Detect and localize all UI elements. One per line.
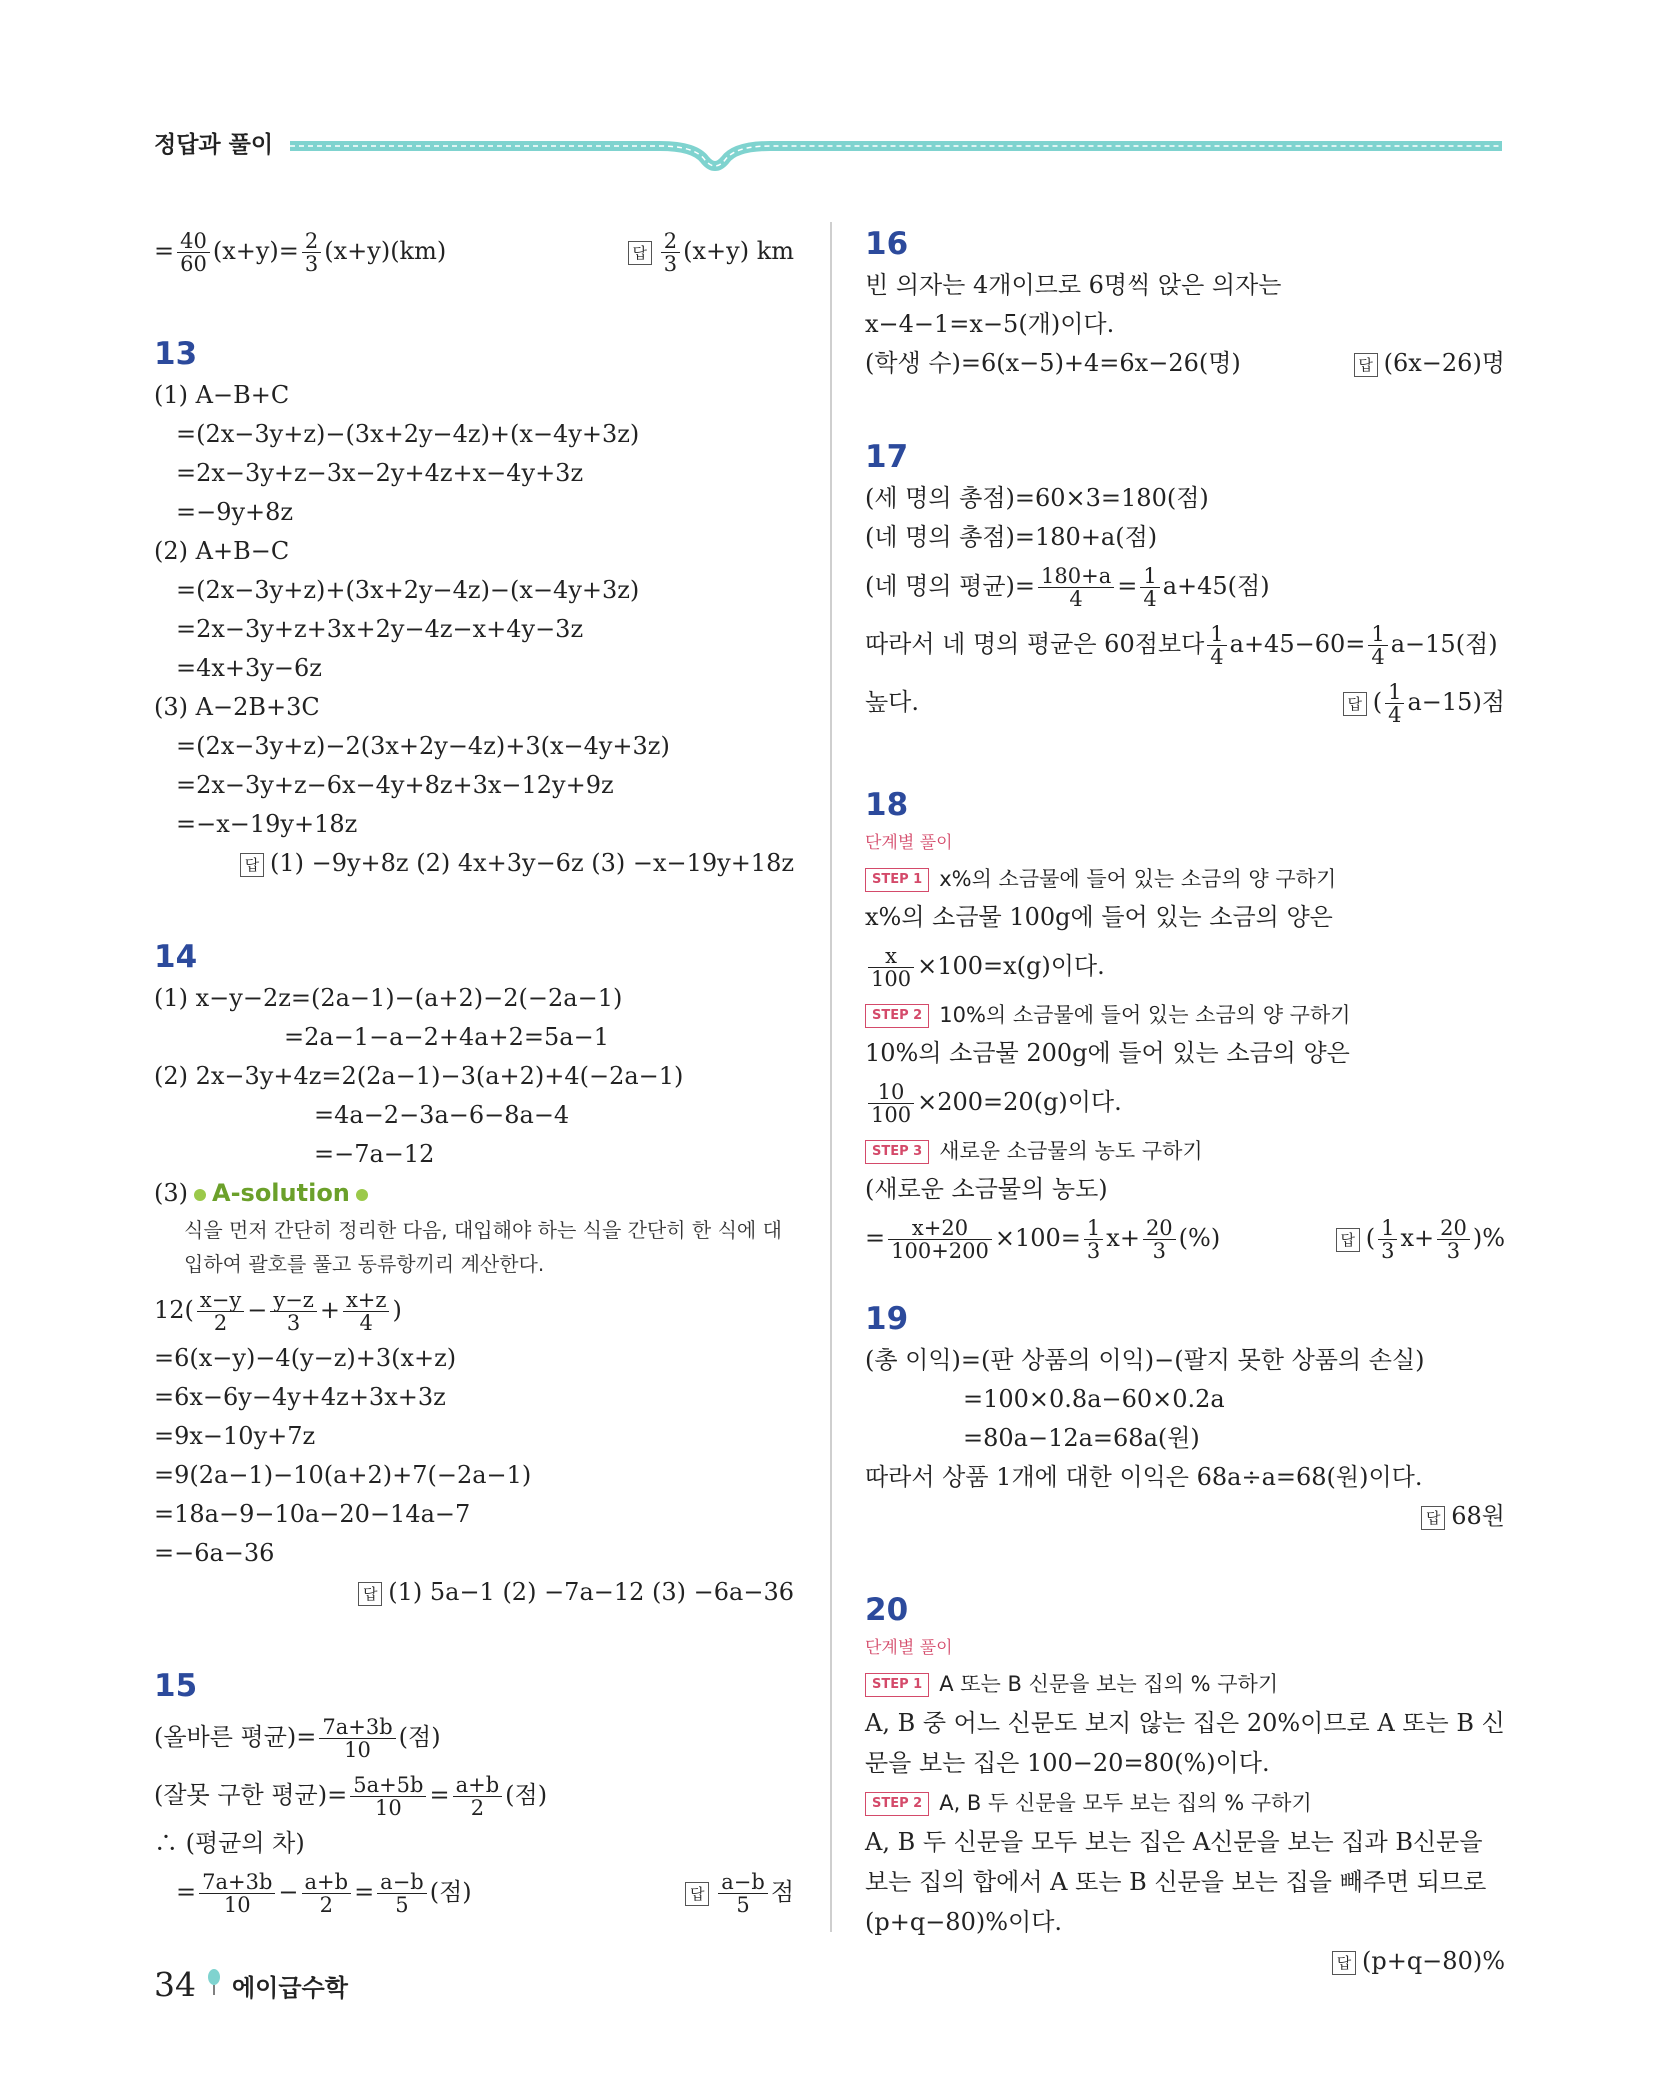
p14-line: (1) x−y−2z=(2a−1)−(a+2)−2(−2a−1) bbox=[154, 984, 623, 1012]
p19-line: 따라서 상품 1개에 대한 이익은 68a÷a=68(원)이다. bbox=[865, 1463, 1423, 1491]
answer-mark: 답 bbox=[1354, 353, 1378, 377]
problem-number-20: 20 bbox=[865, 1592, 909, 1628]
p13-line: =(2x−3y+z)+(3x+2y−4z)−(x−4y+3z) bbox=[176, 576, 640, 604]
p15-answer: 답 $\frac{a-b}{5}$ 점 bbox=[685, 1863, 794, 1921]
p13-line: =2x−3y+z−3x−2y+4z+x−4y+3z bbox=[176, 459, 584, 487]
p18-step3: STEP 3 새로운 소금물의 농도 구하기 bbox=[865, 1131, 1505, 1170]
answer-mark: 답 bbox=[628, 241, 652, 265]
p13-line: =−x−19y+18z bbox=[176, 810, 358, 838]
p14-solution-header: (3) A-solution bbox=[154, 1174, 794, 1213]
p17-line: (네 명의 평균)= $\frac{180+a}{4}$ = $\frac{1}{4}$ a+45(점) bbox=[865, 563, 1270, 611]
answer-mark: 답 bbox=[1336, 1228, 1360, 1252]
p16-line: x−4−1=x−5(개)이다. bbox=[865, 310, 1115, 338]
problem-number-18: 18 bbox=[865, 787, 909, 823]
p14-solution-text: 식을 먼저 간단히 정리한 다음, 대입해야 하는 식을 간단히 한 식에 대입하여 괄호를 풀고 동류항끼리 계산한다. bbox=[184, 1218, 782, 1276]
p13-line: =(2x−3y+z)−(3x+2y−4z)+(x−4y+3z) bbox=[176, 420, 640, 448]
p14-line: =2a−1−a−2+4a+2=5a−1 bbox=[284, 1023, 609, 1051]
p13-line: =2x−3y+z−6x−4y+8z+3x−12y+9z bbox=[176, 771, 614, 799]
p18-line: 10%의 소금물 200g에 들어 있는 소금의 양은 bbox=[865, 1039, 1350, 1067]
p14-line: =6x−6y−4y+4z+3x+3z bbox=[154, 1383, 446, 1411]
brand-name: 에이급수학 bbox=[232, 1974, 348, 2002]
problem-number-14: 14 bbox=[154, 939, 198, 975]
p14-expression: 12( $\frac{x-y}{2}$ − $\frac{y-z}{3}$ + $\frac{x+z}{4}$ ) bbox=[154, 1287, 402, 1335]
step-badge: STEP 1 bbox=[865, 868, 929, 892]
left-column bbox=[154, 222, 794, 1921]
p12-final-line: = $\frac{40}{60}$ (x+y)= $\frac{2}{3}$ (x+y)(km) 답 $\frac{2}{3}$ (x+y) km bbox=[154, 222, 794, 280]
p18-line: $\frac{10}{100}$ ×200=20(g)이다. bbox=[865, 1073, 1505, 1131]
p20-text: A, B 중 어느 신문도 보지 않는 집은 20%이므로 A 또는 B 신문을 보는 집은 100−20=80(%)이다. bbox=[865, 1709, 1505, 1777]
p13-line: =−9y+8z bbox=[176, 498, 294, 526]
problem-number-17: 17 bbox=[865, 439, 909, 475]
answer-mark: 답 bbox=[1332, 1951, 1356, 1975]
p18-line: x%의 소금물 100g에 들어 있는 소금의 양은 bbox=[865, 903, 1333, 931]
p14-line: =9(2a−1)−10(a+2)+7(−2a−1) bbox=[154, 1461, 532, 1489]
stepwise-label: 단계별 풀이 bbox=[865, 1638, 953, 1658]
stepwise-label: 단계별 풀이 bbox=[865, 833, 953, 853]
p17-line: 높다. 답 ( $\frac{1}{4}$ a−15)점 bbox=[865, 673, 1505, 731]
p13-line: (1) A−B+C bbox=[154, 381, 290, 409]
problem-number-15: 15 bbox=[154, 1668, 198, 1704]
header-title: 정답과 풀이 bbox=[154, 132, 274, 158]
p18-line: = $\frac{x+20}{100+200}$ ×100= $\frac{1}{3}$ x+ $\frac{20}{3}$ (%) 답 ( $\frac{1}{3}$ x+ $\frac{20}{3}$ )% bbox=[865, 1209, 1505, 1267]
step-badge: STEP 2 bbox=[865, 1004, 929, 1028]
p17-answer: 답 ( $\frac{1}{4}$ a−15)점 bbox=[1343, 673, 1505, 731]
answer-mark: 답 bbox=[358, 1582, 382, 1606]
p14-answer: 답 (1) 5a−1 (2) −7a−12 (3) −6a−36 bbox=[154, 1573, 794, 1612]
p18-step2: STEP 2 10%의 소금물에 들어 있는 소금의 양 구하기 bbox=[865, 995, 1505, 1034]
step-badge: STEP 3 bbox=[865, 1140, 929, 1164]
page-number: 34 bbox=[154, 1965, 196, 2004]
p12-answer: 답 $\frac{2}{3}$ (x+y) km bbox=[628, 222, 794, 280]
solution-dot-icon bbox=[356, 1189, 368, 1201]
p19-line: =100×0.8a−60×0.2a bbox=[963, 1385, 1225, 1413]
answer-mark: 답 bbox=[1421, 1506, 1445, 1530]
step-badge: STEP 2 bbox=[865, 1792, 929, 1816]
p17-line: 따라서 네 명의 평균은 60점보다 $\frac{1}{4}$ a+45−60= $\frac{1}{4}$ a−15(점) bbox=[865, 621, 1498, 669]
p20-step1: STEP 1 A 또는 B 신문을 보는 집의 % 구하기 bbox=[865, 1664, 1505, 1703]
solution-dot-icon bbox=[194, 1189, 206, 1201]
p14-line: =9x−10y+7z bbox=[154, 1422, 316, 1450]
p14-line: =−6a−36 bbox=[154, 1539, 275, 1567]
p16-line: 빈 의자는 4개이므로 6명씩 앉은 의자는 bbox=[865, 271, 1282, 299]
p19-line: =80a−12a=68a(원) bbox=[963, 1424, 1200, 1452]
problem-number-16: 16 bbox=[865, 226, 909, 262]
p17-line: (네 명의 총점)=180+a(점) bbox=[865, 523, 1158, 551]
p13-line: (2) A+B−C bbox=[154, 537, 290, 565]
answer-mark: 답 bbox=[685, 1882, 709, 1906]
column-divider bbox=[830, 222, 832, 1932]
p19-line: (총 이익)=(판 상품의 이익)−(팔지 못한 상품의 손실) bbox=[865, 1346, 1425, 1374]
p16-answer: 답 (6x−26)명 bbox=[1354, 344, 1505, 383]
p18-line: (새로운 소금물의 농도) bbox=[865, 1175, 1108, 1203]
step-badge: STEP 1 bbox=[865, 1673, 929, 1697]
p16-line: (학생 수)=6(x−5)+4=6x−26(명) 답 (6x−26)명 bbox=[865, 344, 1505, 383]
p15-line: = $\frac{7a+3b}{10}$ − $\frac{a+b}{2}$ = $\frac{a-b}{5}$ (점) 답 $\frac{a-b}{5}$ 점 bbox=[154, 1863, 794, 1921]
p13-line: =4x+3y−6z bbox=[176, 654, 322, 682]
p15-line: ∴ (평균의 차) bbox=[154, 1829, 305, 1857]
p17-line: (세 명의 총점)=60×3=180(점) bbox=[865, 484, 1209, 512]
balloon-icon bbox=[206, 1968, 222, 1996]
p13-line: (3) A−2B+3C bbox=[154, 693, 320, 721]
p19-answer: 답 68원 bbox=[865, 1497, 1505, 1536]
problem-number-13: 13 bbox=[154, 336, 198, 372]
p18-line: $\frac{x}{100}$ ×100=x(g)이다. bbox=[865, 937, 1505, 995]
p20-text: A, B 두 신문을 모두 보는 집은 A신문을 보는 집과 B신문을 보는 집의 합에서 A 또는 B 신문을 보는 집을 빼주면 되므로 (p+q−80)%이다. bbox=[865, 1828, 1487, 1936]
problem-number-19: 19 bbox=[865, 1301, 909, 1337]
p13-line: =2x−3y+z+3x+2y−4z−x+4y−3z bbox=[176, 615, 584, 643]
answer-mark: 답 bbox=[1343, 692, 1367, 716]
p18-answer: 답 ( $\frac{1}{3}$ x+ $\frac{20}{3}$ )% bbox=[1336, 1209, 1505, 1267]
answer-mark: 답 bbox=[240, 853, 264, 877]
p15-line: (잘못 구한 평균)= $\frac{5a+5b}{10}$ = $\frac{a+b}{2}$ (점) bbox=[154, 1772, 548, 1820]
p14-line: =6(x−y)−4(y−z)+3(x+z) bbox=[154, 1344, 457, 1372]
p14-line: =18a−9−10a−20−14a−7 bbox=[154, 1500, 471, 1528]
p18-step1: STEP 1 x%의 소금물에 들어 있는 소금의 양 구하기 bbox=[865, 859, 1505, 898]
p20-step2: STEP 2 A, B 두 신문을 모두 보는 집의 % 구하기 bbox=[865, 1783, 1505, 1822]
right-column bbox=[865, 222, 1505, 1981]
p14-line: =−7a−12 bbox=[314, 1140, 435, 1168]
p13-line: =(2x−3y+z)−2(3x+2y−4z)+3(x−4y+3z) bbox=[176, 732, 670, 760]
header-wave-bar bbox=[290, 134, 1502, 174]
p15-line: (올바른 평균)= $\frac{7a+3b}{10}$ (점) bbox=[154, 1714, 441, 1762]
p20-answer: 답 (p+q−80)% bbox=[865, 1942, 1505, 1981]
a-solution-label: A-solution bbox=[212, 1179, 350, 1207]
p14-line: =4a−2−3a−6−8a−4 bbox=[314, 1101, 570, 1129]
p13-answer: 답 (1) −9y+8z (2) 4x+3y−6z (3) −x−19y+18z bbox=[154, 844, 794, 883]
p14-line: (2) 2x−3y+4z=2(2a−1)−3(a+2)+4(−2a−1) bbox=[154, 1062, 684, 1090]
